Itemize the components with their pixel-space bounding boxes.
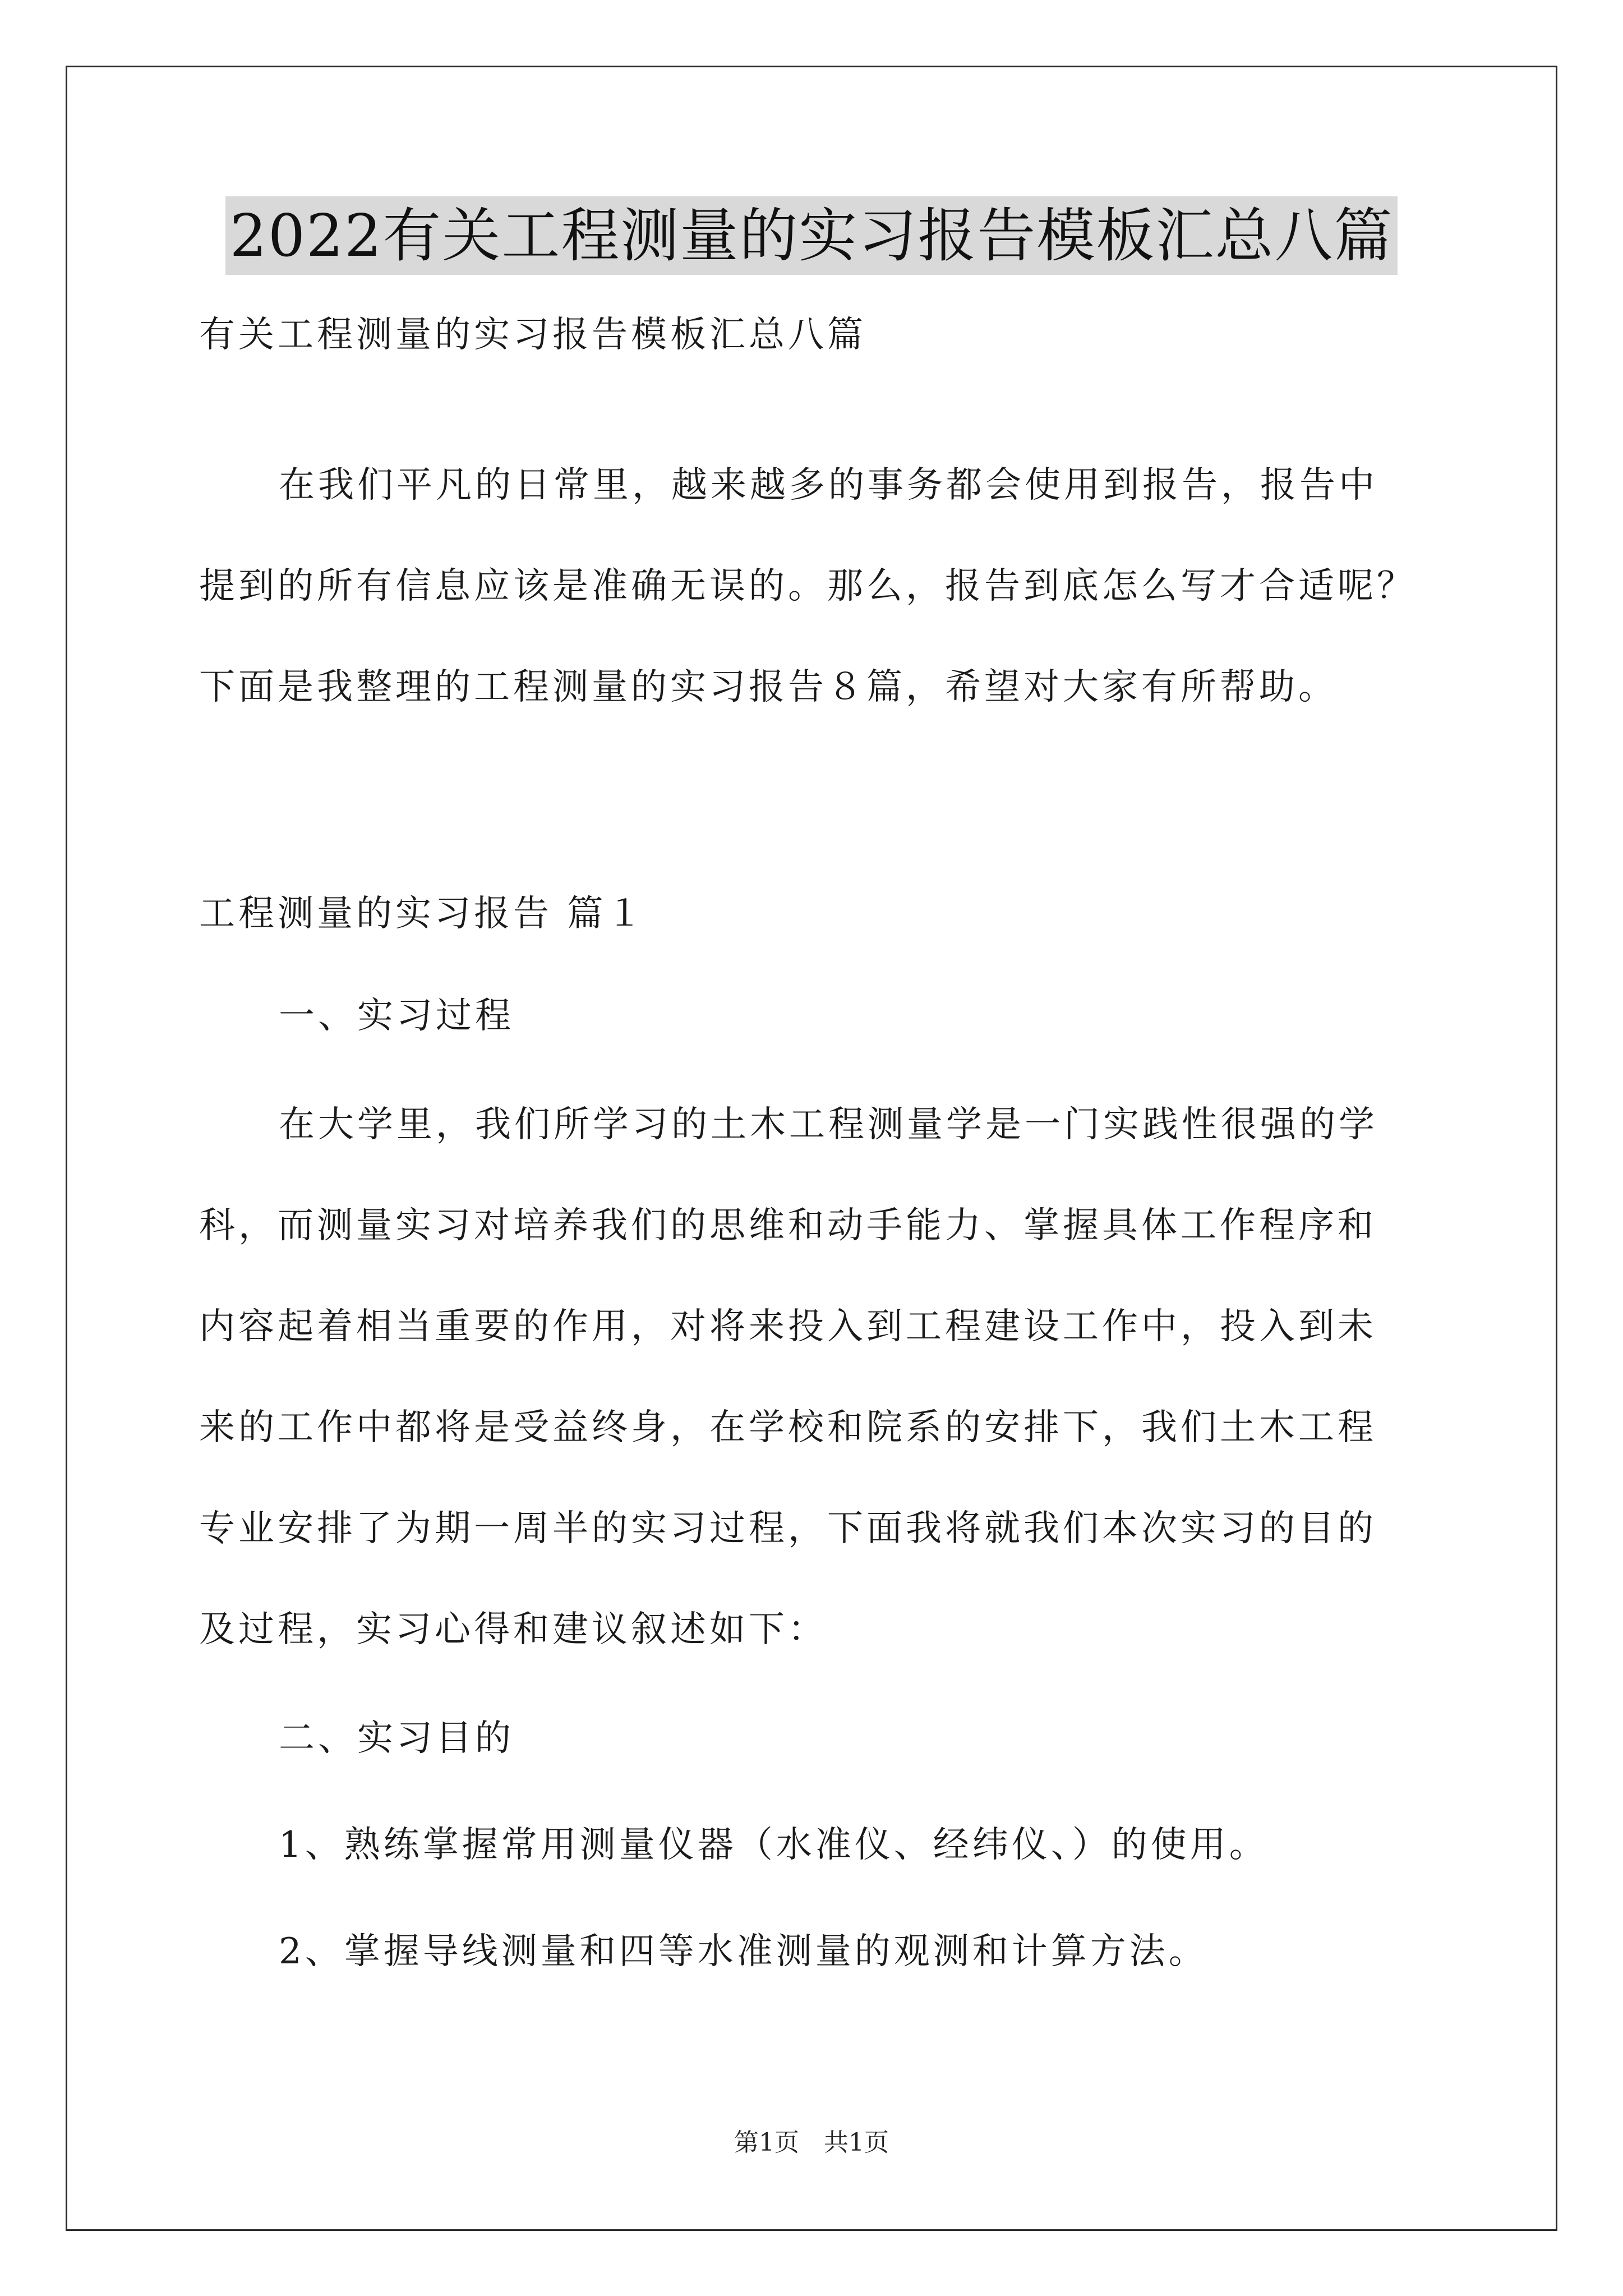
document-title: 2022有关工程测量的实习报告模板汇总八篇 bbox=[225, 196, 1398, 275]
title-container bbox=[0, 196, 1623, 275]
paragraph-line: 科，而测量实习对培养我们的思维和动手能力、掌握具体工作程序和 bbox=[199, 1205, 1377, 1246]
list-item: 2、掌握导线测量和四等水准测量的观测和计算方法。 bbox=[279, 1931, 1208, 1972]
paragraph-line: 及过程，实习心得和建议叙述如下： bbox=[199, 1609, 827, 1650]
paragraph-line: 内容起着相当重要的作用，对将来投入到工程建设工作中，投入到未 bbox=[199, 1306, 1377, 1347]
intro-line: 在我们平凡的日常里，越来越多的事务都会使用到报告，报告中 bbox=[279, 464, 1378, 506]
heading-internship-purpose: 二、实习目的 bbox=[279, 1718, 514, 1759]
paragraph-line: 专业安排了为期一周半的实习过程，下面我将就我们本次实习的目的 bbox=[199, 1508, 1377, 1549]
paragraph-line: 来的工作中都将是受益终身，在学校和院系的安排下，我们土木工程 bbox=[199, 1407, 1377, 1448]
section-heading: 工程测量的实习报告 篇１ bbox=[199, 893, 646, 935]
heading-internship-process: 一、实习过程 bbox=[279, 995, 514, 1037]
page-footer: 第1页 共1页 bbox=[734, 2128, 889, 2157]
list-item: 1、熟练掌握常用测量仪器（水准仪、经纬仪、）的使用。 bbox=[279, 1824, 1269, 1866]
intro-line: 下面是我整理的工程测量的实习报告８篇，希望对大家有所帮助。 bbox=[199, 666, 1338, 708]
intro-line: 提到的所有信息应该是准确无误的。那么，报告到底怎么写才合适呢？ bbox=[199, 565, 1416, 607]
document-subtitle: 有关工程测量的实习报告模板汇总八篇 bbox=[199, 314, 866, 356]
paragraph-line: 在大学里，我们所学习的土木工程测量学是一门实践性很强的学 bbox=[279, 1104, 1378, 1145]
